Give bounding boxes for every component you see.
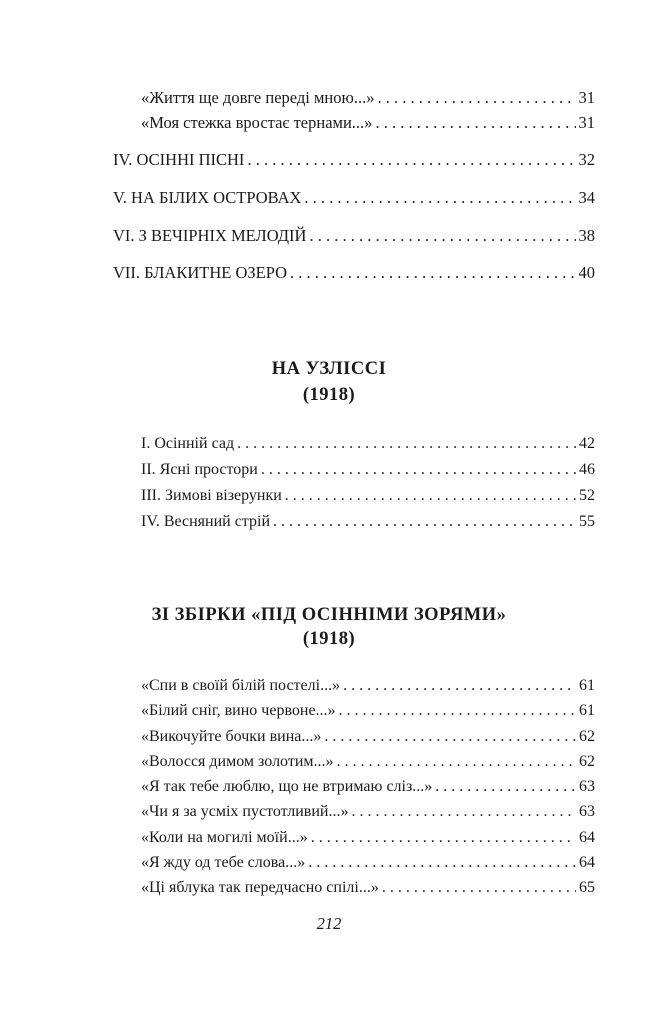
toc-entry-title: «Чи я за усміх пустотливий...» [141, 803, 349, 820]
toc-entry-page: 42 [579, 435, 595, 452]
toc-entry-title: VII. БЛАКИТНЕ ОЗЕРО [113, 263, 287, 282]
toc-entry [141, 752, 595, 772]
toc-entry-page: 38 [578, 226, 595, 245]
toc-entry-page: 61 [579, 702, 595, 719]
toc-entry-page: 64 [579, 829, 595, 846]
toc-entry [141, 828, 595, 848]
toc-entry-title: «Коли на могилі моїй...» [141, 829, 308, 846]
toc-entry-title: «Спи в своїй білій постелі...» [141, 677, 341, 694]
toc-entry [113, 150, 595, 170]
toc-entry-title: IV. ОСІННІ ПІСНІ [113, 150, 245, 169]
toc-entry [113, 263, 595, 283]
dot-leader [273, 512, 576, 532]
toc-entry-page: 31 [578, 113, 595, 132]
toc-entry-title: «Я так тебе люблю, що не втримаю сліз...» [141, 778, 433, 795]
toc-entry [141, 802, 595, 822]
dot-leader [308, 853, 576, 873]
section-year: (1918) [302, 385, 356, 405]
toc-entry [141, 434, 595, 454]
dot-leader [351, 802, 576, 822]
dot-leader [304, 188, 575, 208]
toc-entry [141, 512, 595, 532]
toc-entry [141, 486, 595, 506]
toc-entry-page: 63 [579, 778, 595, 795]
dot-leader [337, 752, 576, 772]
dot-leader [311, 828, 576, 848]
dot-leader [290, 263, 576, 283]
toc-entry-title: «Моя стежка вростає тернами...» [141, 113, 373, 132]
dot-leader [247, 150, 575, 170]
toc-entry [141, 676, 595, 696]
dot-leader [339, 701, 576, 721]
toc-entry [113, 188, 595, 208]
toc-entry-page: 62 [579, 753, 595, 770]
toc-entry [141, 701, 595, 721]
toc-entry-page: 61 [579, 677, 595, 694]
toc-entry-page: 40 [578, 263, 595, 282]
toc-entry-title: «Я жду од тебе слова...» [141, 854, 306, 871]
dot-leader [435, 777, 576, 797]
dot-leader [309, 226, 575, 246]
section-title: НА УЗЛІССІ [271, 359, 387, 379]
section-title: ЗІ ЗБІРКИ «ПІД ОСІННІМИ ЗОРЯМИ» [151, 605, 507, 625]
toc-entry-title: «Волосся димом золотим...» [141, 753, 334, 770]
toc-entry-title: I. Осінній сад [141, 435, 235, 452]
toc-entry-title: «Білий сніг, вино червоне...» [141, 702, 336, 719]
toc-entry-title: II. Ясні простори [141, 461, 258, 478]
toc-entry [141, 777, 595, 797]
toc-entry-page: 46 [579, 461, 595, 478]
toc-entry-page: 32 [578, 150, 595, 169]
toc-entry-page: 62 [579, 728, 595, 745]
toc-entry-page: 55 [579, 513, 595, 530]
toc-entry [141, 460, 595, 480]
toc-entry-title: VI. З ВЕЧІРНІХ МЕЛОДІЙ [113, 226, 307, 245]
toc-entry [141, 853, 595, 873]
toc-entry-page: 31 [578, 88, 595, 107]
toc-entry [113, 226, 595, 246]
toc-entry-title: III. Зимові візерунки [141, 487, 282, 504]
toc-entry [141, 727, 595, 747]
dot-leader [382, 878, 576, 898]
toc-entry-title: «Життя ще довге переді мною...» [141, 88, 375, 107]
page-number: 212 [316, 914, 342, 933]
toc-entry-title: IV. Весняний стрій [141, 513, 270, 530]
section-year: (1918) [302, 629, 356, 649]
dot-leader [343, 676, 576, 696]
toc-entry-title: V. НА БІЛИХ ОСТРОВАХ [113, 188, 302, 207]
dot-leader [285, 486, 576, 506]
toc-entry-page: 63 [579, 803, 595, 820]
toc-entry-page: 34 [578, 188, 595, 207]
toc-entry [141, 88, 595, 108]
dot-leader [375, 113, 575, 133]
toc-entry-title: «Ці яблука так передчасно спілі...» [141, 879, 379, 896]
toc-entry-title: «Викочуйте бочки вина...» [141, 728, 322, 745]
dot-leader [261, 460, 576, 480]
toc-entry-page: 65 [579, 879, 595, 896]
toc-entry-page: 52 [579, 487, 595, 504]
toc-entry [141, 113, 595, 133]
toc-entry [141, 878, 595, 898]
dot-leader [324, 727, 576, 747]
toc-entry-page: 64 [579, 854, 595, 871]
dot-leader [237, 434, 576, 454]
dot-leader [377, 88, 575, 108]
